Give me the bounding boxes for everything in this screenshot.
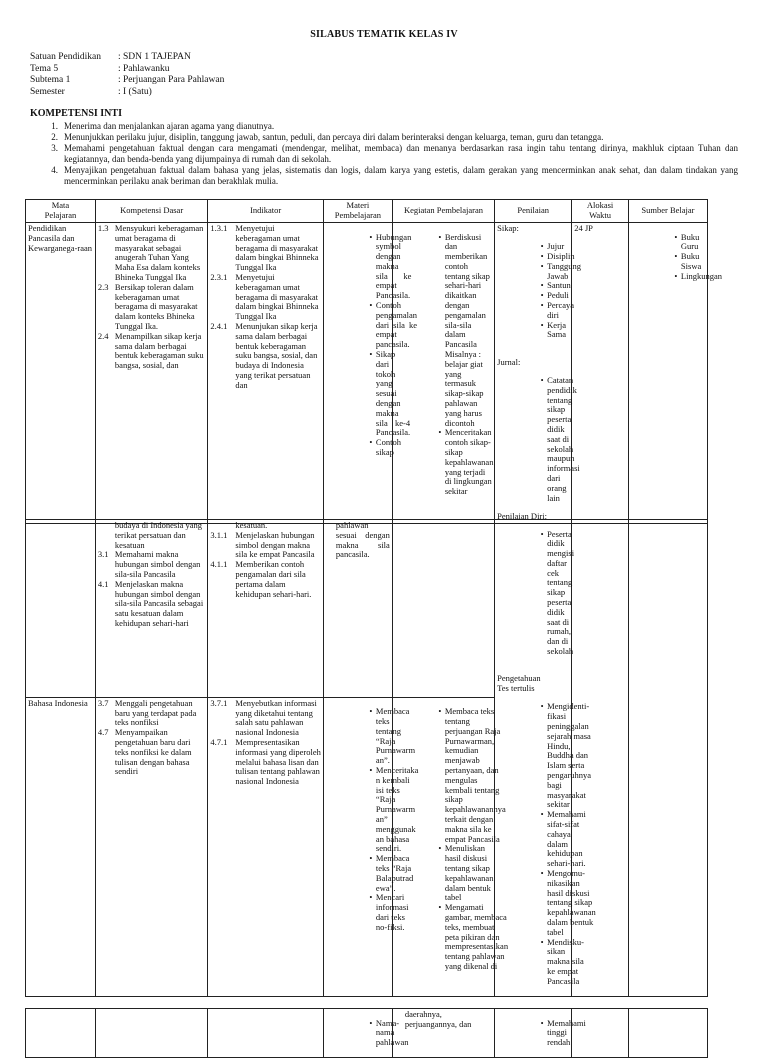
bullet-icon: • — [540, 868, 544, 878]
cell-kegiatan-empty — [392, 520, 494, 698]
sikap-item — [537, 300, 575, 321]
ki-number: 2. — [51, 132, 58, 142]
meta-value: : Perjuangan Para Pahlawan — [118, 75, 225, 85]
sikap-item-text: Kerja Sama — [547, 319, 567, 340]
kd-item-number: 1.3 — [97, 223, 109, 233]
materi-item — [366, 300, 417, 350]
cell-mapel: Bahasa Indonesia — [26, 697, 96, 996]
meta-key: Subtema 1 — [30, 75, 71, 85]
materi-item — [366, 1017, 409, 1048]
kd-item — [98, 550, 205, 579]
ki-text: Menunjukkan perilaku jujur, disiplin, tanggung jawab, santun, peduli, dan percaya diri dalam berinteraksi dengan keluarga, teman, guru dan tetangga. — [64, 132, 604, 142]
meta-row — [30, 75, 224, 87]
bullet-icon: • — [540, 936, 544, 947]
cell-mapel: Pendidikan Pancasila dan Kewarganega-raan — [26, 223, 96, 524]
ki-number: 4. — [51, 165, 58, 175]
materi-item — [366, 706, 416, 766]
indikator-item — [210, 699, 321, 738]
indikator-item-number: 4.1.1 — [210, 559, 228, 570]
kd-item — [98, 580, 205, 629]
kd-item-number: 3.1 — [97, 549, 109, 560]
bullet-icon: • — [369, 765, 373, 776]
penilaian-item-text: Memahami tinggi rendah — [547, 1017, 586, 1048]
materi-item — [366, 349, 411, 438]
kd-item-number: 2.3 — [97, 281, 109, 292]
materi-item — [366, 853, 414, 893]
bullet-icon: • — [540, 319, 544, 330]
kegiatan-item-text: Berdiskusi dan memberikan contoh tentang sikap sehari-hari dikaitkan dengan pengamalan sila-sila dalam Pancasila Misalnya : belajar giat yang termasuk sikap-sikap pahlawan yang harus dicontoh — [444, 231, 490, 428]
cell-materi — [323, 1009, 409, 1058]
bullet-icon: • — [540, 701, 544, 712]
penilaian-diri-item — [537, 528, 575, 657]
cell-sumber-empty — [628, 1009, 707, 1058]
penilaian-diri-item-text: Peserta didik mengisi daftar cek tentang sikap peserta didik saat di rumah, dan di sekolah — [547, 528, 575, 657]
materi-item-text: Menceritaka n kembali isi teks “Raja Purnawarm an” menggunak an bahasa sendiri. — [375, 765, 419, 854]
bullet-icon: • — [540, 1017, 544, 1028]
pengetahuan-item-text: Mendisku-sikan makna sila ke empat Pancasila — [547, 936, 585, 986]
meta-key: Tema 5 — [30, 63, 59, 74]
kd-item-text: Menggali pengetahuan baru yang terdapat pada teks nonfiksi — [114, 697, 197, 728]
sikap-item-text: Peduli — [547, 290, 569, 301]
ki-list — [30, 121, 738, 187]
bullet-icon: • — [438, 706, 442, 717]
cell-indikator — [208, 520, 324, 698]
kegiatan-item — [435, 706, 506, 844]
kd-item-text: Menyampaikan pengetahuan baru dari teks nonfiksi ke dalam tulisan dengan bahasa sendiri — [114, 727, 192, 777]
kegiatan-item — [435, 844, 492, 903]
cell-kd — [95, 520, 207, 698]
syllabus-table-page1 — [25, 199, 722, 524]
bullet-icon: • — [540, 290, 544, 301]
kegiatan-continued: daerahnya, perjuangannya, dan — [404, 1009, 472, 1029]
kd-item — [98, 699, 205, 728]
pengetahuan-item — [537, 936, 585, 987]
indikator-item — [210, 273, 321, 322]
cell-indikator-empty — [208, 1009, 324, 1058]
materi-item-text: Mencari informasi dari teks no-fiksi. — [375, 892, 409, 932]
materi-item-text: Membaca teks “Raja Balaputrad ewa”. — [375, 853, 414, 893]
materi-item-text: Membaca teks tentang “Raja Purnawarm an”. — [375, 706, 416, 766]
ki-text: Memahami pengetahuan faktual dengan cara mengamati (mendengar, melihat, membaca) dan menanya berdasarkan rasa ingin tahu tentang dirinya, makhluk ciptaan Tuhan dan kegiatannya, dan benda-benda yang dijumpainya di rumah dan di sekolah. — [64, 143, 738, 164]
penilaian-jurnal-heading: Jurnal: — [497, 356, 521, 367]
meta-value: : I (Satu) — [118, 86, 152, 97]
cell-kd — [95, 223, 207, 524]
kd-item — [98, 728, 205, 777]
sikap-item — [537, 321, 569, 341]
meta-key: Semester — [30, 86, 65, 97]
bullet-icon: • — [540, 241, 544, 252]
bullet-icon: • — [540, 528, 544, 539]
materi-item — [366, 892, 409, 932]
header-alokasi: Alokasi Waktu — [572, 200, 629, 223]
bullet-icon: • — [369, 706, 373, 717]
indikator-item-number: 3.1.1 — [210, 529, 228, 540]
page-title: SILABUS TEMATIK KELAS IV — [310, 29, 458, 40]
jurnal-item — [537, 375, 580, 503]
indikator-item-text: Menyetujui keberagaman umat beragama di masyarakat dalam bingkai Bhinneka Tunggal Ika — [235, 271, 319, 322]
ki-item — [30, 121, 738, 132]
ki-text: Menerima dan menjalankan ajaran agama yang dianutnya. — [64, 121, 275, 131]
cell-mapel-empty — [26, 1009, 96, 1058]
indikator-item-text: Menyetujui keberagaman umat beragama di masyarakat dalam bingkai Bhinneka Tunggal Ika — [235, 223, 319, 273]
indikator-item — [210, 531, 321, 560]
meta-value: : Pahlawanku — [118, 63, 170, 74]
kegiatan-item-text: Menuliskan hasil diskusi tentang sikap kepahlawanan dalam bentuk tabel — [444, 843, 494, 903]
header-indikator: Indikator — [208, 200, 324, 223]
indikator-item-text: Mempresentasikan informasi yang diperoleh melalui bahasa lisan dan tulisan tentang pahlawan nasional Indonesia — [235, 736, 321, 787]
materi-item — [366, 437, 401, 458]
bullet-icon: • — [369, 349, 373, 360]
indikator-item-text: Menjelaskan hubungan simbol dengan makna sila ke empat Pancasila — [235, 529, 315, 560]
syllabus-table-page3 — [25, 1008, 708, 1058]
indikator-item-text: Memberikan contoh pengamalan dari sila pertama dalam kehidupan sehari-hari. — [235, 559, 312, 599]
materi-continued: pahlawan sesuai dengan makna sila pancasila. — [335, 520, 390, 560]
sikap-item — [537, 260, 582, 282]
cell-mapel-empty — [26, 520, 96, 698]
indikator-item-number: 2.3.1 — [210, 271, 228, 282]
cell-alokasi: 24 JP — [572, 223, 629, 524]
bullet-icon: • — [369, 231, 373, 242]
penilaian-pengetahuan-heading: Pengetahuan — [497, 673, 541, 684]
sumber-item-text: Lingkungan — [680, 270, 722, 281]
kd-continued: budaya di Indonesia yang terikat persatuan dan kesatuan — [114, 520, 203, 550]
ki-number: 3. — [51, 143, 58, 153]
kd-item-number: 2.4 — [97, 330, 109, 341]
bullet-icon: • — [438, 231, 442, 242]
bullet-icon: • — [438, 843, 442, 854]
kd-item-text: Menampilkan sikap kerja sama dalam berbagai bentuk keberagaman suku bangsa, sosial, dan — [114, 330, 204, 371]
materi-item-text: Contoh sikap — [375, 437, 401, 458]
ki-item — [30, 143, 738, 165]
identity-block — [30, 52, 224, 98]
jurnal-item-text: Catatan pendidik tentang sikap peserta didik saat di sekolah maupun informasi dari orang lain — [547, 375, 580, 503]
bullet-icon: • — [369, 892, 373, 903]
bullet-icon: • — [674, 231, 678, 242]
kd-item-number: 3.7 — [97, 697, 109, 708]
kegiatan-item — [435, 233, 492, 429]
pengetahuan-item-text: Mengidenti-fikasi peninggalan sejarah masa Hindu, Buddha dan Islam serta pengaruhnya bagi masyarakat sekitar — [547, 701, 592, 810]
kd-item-number: 4.7 — [97, 727, 109, 738]
bullet-icon: • — [438, 902, 442, 913]
indikator-item-text: Menyebutkan informasi yang diketahui tentang salah satu pahlawan nasional Indonesia — [235, 697, 317, 738]
materi-item-text: Sikap dari tokoh yang sesuai dengan makna sila ke-4 Pancasila. — [375, 349, 411, 438]
kegiatan-item-text: Mengamati gambar, membaca teks, membuat peta pikiran dan mempresentasikan tentang pahlawan yang dikenal di — [444, 902, 509, 971]
cell-materi — [323, 520, 392, 698]
kegiatan-item — [435, 902, 509, 972]
bullet-icon: • — [540, 280, 544, 291]
header-sumber: Sumber Belajar — [628, 200, 707, 223]
cell-penilaian — [495, 223, 582, 524]
bullet-icon: • — [540, 809, 544, 820]
cell-penilaian — [495, 1009, 586, 1058]
ki-item — [30, 132, 738, 143]
sikap-item-text: Jujur — [547, 241, 565, 252]
penilaian-diri-heading: Penilaian Diri: — [497, 510, 547, 521]
ki-text: Menyajikan pengetahuan faktual dalam bahasa yang jelas, sistematis dan logis, dalam karya yang estetis, dalam gerakan yang mencerminkan anak sehat, dan dalam tindakan yang mencerminkan perilaku anak beriman dan berakhlak mulia. — [64, 165, 738, 186]
kd-item-text: Memahami makna hubungan simbol dengan sila-sila Pancasila — [114, 549, 201, 579]
kd-item-text: Menjelaskan makna hubungan simbol dengan sila-sila Pancasila sebagai satu kesatuan dalam kehidupan sehari-hari — [114, 578, 204, 628]
syllabus-table-page2 — [25, 519, 708, 997]
kegiatan-item — [435, 428, 492, 497]
bullet-icon: • — [674, 251, 678, 262]
indikator-item-number: 1.3.1 — [210, 223, 228, 233]
indikator-item-text: Menunjukan sikap kerja sama dalam berbagai bentuk keberagaman suku bangsa, sosial, dan budaya di Indonesia yang terikat persatuan dan — [235, 320, 318, 390]
indikator-item — [210, 322, 321, 391]
ki-number: 1. — [51, 121, 58, 131]
kd-item-text: Mensyukuri keberagaman umat beragama di masyarakat sebagai anugerah Tuhan Yang Maha Esa dalam konteks Bhineka Tunggal Ika — [114, 223, 204, 282]
sumber-item — [671, 270, 722, 282]
pengetahuan-item-text: Mengomu-nikasikan hasil diskusi tentang sikap kepahlawanan dalam bentuk tabel — [547, 868, 596, 937]
kd-item — [98, 224, 205, 283]
ki-heading: KOMPETENSI INTI — [30, 108, 122, 119]
kegiatan-item-text: Membaca teks tentang perjuangan Raja Purnawarman, kemudian menjawab pertanyaan, dan mengulas kembali tentang sikap kepahlawanannya terkait dengan makna sila ke empat Pancasila — [444, 706, 506, 844]
pengetahuan-item-text: Memahami sifat-sifat cahaya dalam kehidupan sehari-hari. — [547, 809, 586, 869]
cell-indikator — [208, 223, 324, 524]
cell-kd — [95, 697, 207, 996]
sikap-item-text: Disiplin — [547, 251, 575, 262]
meta-value: : SDN 1 TAJEPAN — [118, 52, 191, 62]
bullet-icon: • — [438, 427, 442, 438]
sikap-item-text: Percaya diri — [547, 300, 575, 320]
materi-item-text: Hubungan symbol dengan makna sila ke empat Pancasila. — [375, 231, 412, 301]
indikator-item — [210, 560, 321, 599]
sikap-item-text: Santun — [547, 280, 571, 291]
materi-item-text: Nama-nama pahlawan — [375, 1017, 409, 1048]
header-mapel: Mata Pelajaran — [26, 200, 96, 223]
cell-sumber — [628, 223, 722, 524]
meta-row — [30, 52, 224, 64]
sumber-item — [671, 233, 705, 253]
pengetahuan-item — [537, 701, 592, 810]
sumber-item — [671, 252, 705, 272]
cell-materi — [323, 223, 417, 524]
indikator-continued: kesatuan. — [235, 520, 268, 530]
indikator-item-number: 4.7.1 — [210, 736, 228, 747]
penilaian-sikap-heading: Sikap: — [497, 223, 519, 233]
bullet-icon: • — [369, 437, 373, 448]
cell-kd-empty — [95, 1009, 207, 1058]
cell-sumber-empty — [628, 520, 707, 997]
pengetahuan-item — [537, 868, 596, 938]
header-materi: Materi Pembelajaran — [323, 200, 392, 223]
header-penilaian: Penilaian — [495, 200, 572, 223]
bullet-icon: • — [540, 300, 544, 311]
pengetahuan-item — [537, 809, 586, 869]
indikator-item-number: 2.4.1 — [210, 320, 228, 331]
bullet-icon: • — [540, 260, 544, 271]
penilaian-tes-tertulis: Tes tertulis — [497, 683, 535, 694]
kd-item — [98, 332, 205, 371]
materi-item — [366, 765, 419, 854]
penilaian-item — [537, 1017, 586, 1048]
bullet-icon: • — [369, 1017, 373, 1028]
cell-materi — [323, 697, 419, 996]
indikator-item — [210, 738, 321, 787]
kegiatan-item-text: Menceritakan contoh sikap-sikap kepahlawanan yang terjadi di lingkungan sekitar — [444, 427, 494, 497]
bullet-icon: • — [369, 853, 373, 864]
sumber-item-text: Buku Siswa — [680, 251, 702, 271]
ki-item — [30, 165, 738, 187]
meta-row — [30, 87, 224, 99]
indikator-item — [210, 224, 321, 273]
kd-item — [98, 283, 205, 332]
meta-row — [30, 64, 224, 76]
header-kegiatan: Kegiatan Pembelajaran — [392, 200, 494, 223]
kd-item-text: Bersikap toleran dalam keberagaman umat beragama di masyarakat dalam konteks Bhineka Tunggal Ika. — [114, 281, 198, 331]
meta-key: Satuan Pendidikan — [30, 52, 101, 62]
bullet-icon: • — [540, 251, 544, 262]
cell-indikator — [208, 697, 324, 996]
bullet-icon: • — [369, 300, 373, 311]
bullet-icon: • — [540, 375, 544, 386]
materi-item-text: Contoh pengamalan dari sila ke empat pancasila. — [375, 300, 417, 350]
materi-item — [366, 231, 412, 302]
kd-item-number: 4.1 — [97, 578, 109, 589]
bullet-icon: • — [674, 270, 678, 281]
sikap-item-text: Tanggung Jawab — [547, 260, 582, 281]
indikator-item-number: 3.7.1 — [210, 697, 228, 708]
header-kd: Kompetensi Dasar — [95, 200, 207, 223]
sumber-item-text: Buku Guru — [680, 231, 700, 252]
